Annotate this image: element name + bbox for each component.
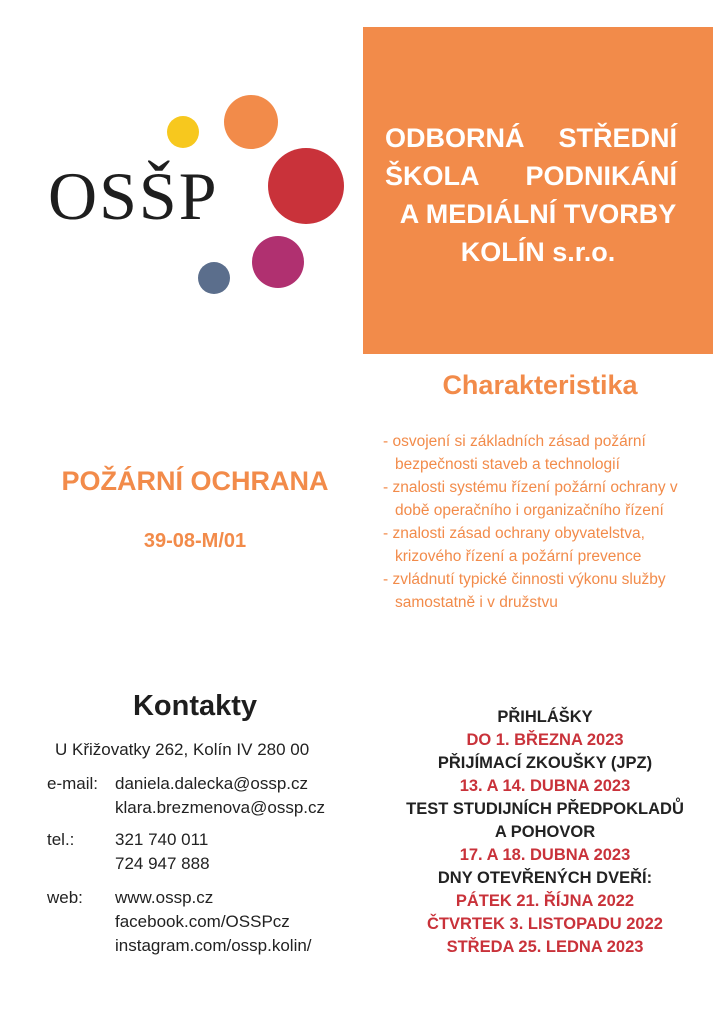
school-name-word: PODNIKÁNÍ [525,161,677,191]
phone-number[interactable]: 321 740 011 [115,830,209,849]
email-link[interactable]: klara.brezmenova@ossp.cz [115,798,326,817]
study-test-label: TEST STUDIJNÍCH PŘEDPOKLADŮ [406,800,684,818]
open-day-date: STŘEDA 25. LEDNA 2023 [446,938,644,956]
school-logo [40,90,360,310]
program-code: 39-08-M/01 [143,530,247,552]
logo-dot-yellow [167,116,199,148]
web-link[interactable]: facebook.com/OSSPcz [115,912,290,931]
school-name-line-2 [363,157,713,195]
logo-dot-magenta [252,236,304,288]
applications-date: DO 1. BŘEZNA 2023 [466,731,624,749]
open-day-date: ČTVRTEK 3. LISTOPADU 2022 [427,915,663,933]
characteristics-item: - znalosti zásad ochrany obyvatelstva, krizového řízení a požární prevence [383,525,645,565]
web-label: web: [47,888,83,907]
open-days-label: DNY OTEVŘENÝCH DVEŘÍ: [437,869,653,887]
web-values [115,886,312,958]
phone-label: tel.: [47,830,75,849]
school-name-box [363,27,713,354]
entrance-exam-label: PŘIJÍMACÍ ZKOUŠKY (JPZ) [437,754,653,772]
characteristics-list [383,430,713,614]
characteristics-item: - zvládnutí typické činnosti výkonu služby samostatně i v družstvu [383,571,666,611]
phone-values [115,828,210,876]
contacts-heading: Kontakty [132,690,258,722]
logo-dot-orange [224,95,278,149]
phone-number[interactable]: 724 947 888 [115,854,210,873]
study-test-date: 17. A 18. DUBNA 2023 [459,846,631,864]
characteristics-heading: Charakteristika [442,370,638,400]
school-name-line-3: A MEDIÁLNÍ TVORBY [399,199,677,229]
program-title: POŽÁRNÍ OCHRANA [61,466,329,496]
email-link[interactable]: daniela.dalecka@ossp.cz [115,774,309,793]
school-name-line-1 [363,119,713,157]
study-test-label-2: A POHOVOR [494,823,596,841]
entrance-exam-date: 13. A 14. DUBNA 2023 [459,777,631,795]
contact-address: U Křižovatky 262, Kolín IV 280 00 [55,740,310,759]
school-name-line-4: KOLÍN s.r.o. [460,237,616,267]
logo-dot-red [268,148,344,224]
email-values [115,772,325,820]
web-link[interactable]: www.ossp.cz [115,888,214,907]
logo-text: OSŠP [48,158,219,234]
school-name [363,119,713,271]
logo-dot-slate [198,262,230,294]
characteristics-item: - osvojení si základních zásad požární bezpečnosti staveb a technologií [383,433,646,473]
school-name-word: ODBORNÁ [385,123,525,153]
applications-label: PŘIHLÁŠKY [497,708,593,726]
email-label: e-mail: [47,774,99,793]
open-day-date: PÁTEK 21. ŘÍJNA 2022 [455,892,635,910]
admission-dates [380,706,710,959]
characteristics-item: - znalosti systému řízení požární ochrany v době operačního i organizačního řízení [383,479,678,519]
school-name-word: ŠKOLA [385,161,480,191]
school-name-word: STŘEDNÍ [558,123,677,153]
web-link[interactable]: instagram.com/ossp.kolin/ [115,936,312,955]
